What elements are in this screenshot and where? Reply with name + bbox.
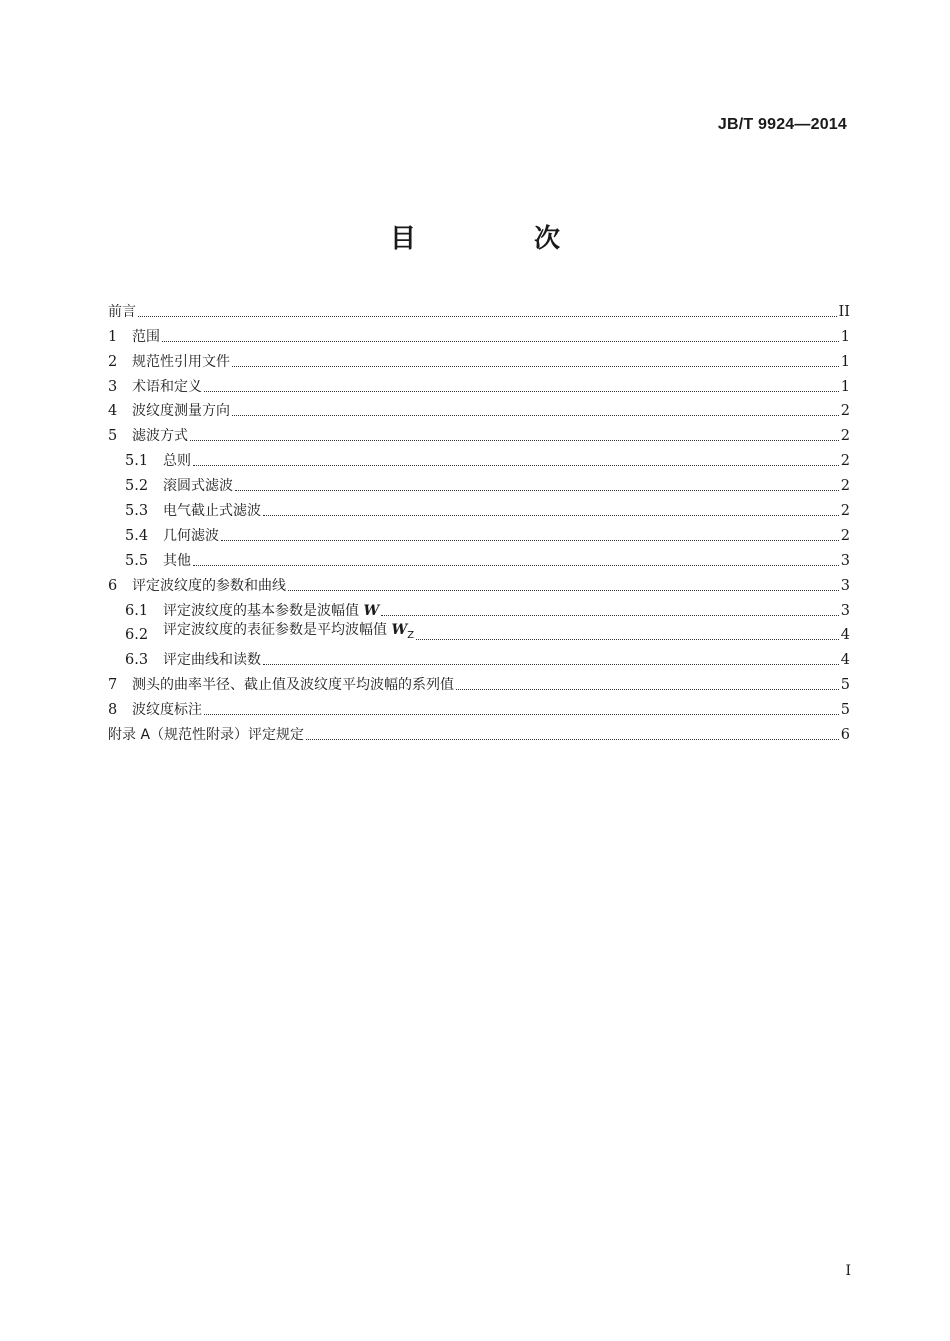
toc-entry-page: 2: [840, 428, 850, 445]
toc-entry-text: 前言: [108, 303, 136, 320]
toc-entry[interactable]: [108, 346, 850, 371]
toc-entry-text: 电气截止式滤波: [163, 503, 261, 520]
toc-entry-number: 2: [108, 353, 118, 370]
toc-entry-page: 2: [840, 503, 850, 520]
toc-entry-number: 5.3: [125, 503, 149, 520]
toc-title: 目 次: [389, 224, 606, 254]
toc-entry-number: 7: [108, 677, 118, 694]
toc-leader-dots: [288, 589, 839, 591]
toc-entry-page: 4: [840, 652, 850, 669]
toc-leader-dots: [162, 340, 839, 342]
toc-entry-text: 规范性引用文件: [132, 353, 230, 370]
toc-entry[interactable]: [108, 620, 850, 645]
toc-entry-text: 波纹度测量方向: [132, 403, 230, 420]
toc-entry-number: 1: [108, 328, 118, 345]
toc-entry-page: 3: [840, 552, 850, 569]
toc-entry[interactable]: [108, 669, 850, 694]
toc-entry-label: [132, 328, 160, 346]
toc-entry-text: 测头的曲率半径、截止值及波纹度平均波幅的系列值: [132, 677, 454, 694]
toc-entry-number: 5.4: [125, 527, 149, 544]
toc-leader-dots: [235, 489, 839, 491]
toc-entry-text: 其他: [163, 552, 191, 569]
toc-leader-dots: [416, 638, 839, 640]
toc-leader-dots: [381, 614, 839, 616]
toc-entry[interactable]: [108, 321, 850, 346]
toc-leader-dots: [456, 688, 839, 690]
toc-entry[interactable]: [108, 520, 850, 545]
toc-entry-number: 6.3: [125, 652, 149, 669]
toc-entry-label: [163, 477, 233, 495]
toc-entry[interactable]: [108, 396, 850, 421]
toc-entry[interactable]: [108, 694, 850, 719]
toc-entry[interactable]: [108, 495, 850, 520]
toc-leader-dots: [204, 390, 839, 392]
toc-leader-dots: [193, 464, 839, 466]
toc-leader-dots: [138, 315, 837, 317]
toc-entry-label: [132, 353, 230, 371]
toc-entry-page: 6: [840, 727, 850, 744]
toc-entry-label: [132, 577, 286, 595]
toc-entry[interactable]: [108, 371, 850, 396]
toc-leader-dots: [193, 564, 839, 566]
toc-leader-dots: [204, 713, 839, 715]
toc-leader-dots: [221, 539, 839, 541]
toc-entry-text: 波纹度标注: [132, 702, 202, 719]
toc-entry-symbol: W: [363, 602, 380, 619]
standard-code: JB/T 9924—2014: [717, 116, 847, 133]
toc-entry-label: [163, 651, 261, 669]
toc-entry-number: 6: [108, 577, 118, 594]
toc-entry-page: 1: [840, 378, 850, 395]
toc-entry-subscript: Z: [407, 629, 415, 641]
toc-entry-page: 2: [840, 403, 850, 420]
toc-entry-text: 滤波方式: [132, 428, 188, 445]
toc-entry-text: 评定波纹度的参数和曲线: [132, 577, 286, 594]
toc-entry[interactable]: [108, 296, 850, 321]
toc-leader-dots: [263, 663, 839, 665]
toc-entry-page: 3: [840, 577, 850, 594]
toc-leader-dots: [263, 514, 839, 516]
toc-entry[interactable]: [108, 644, 850, 669]
toc-entry-label: [132, 701, 202, 719]
toc-entry-label: [132, 378, 202, 396]
toc-entry-label: [163, 621, 414, 645]
toc-entry[interactable]: [108, 470, 850, 495]
toc-entry-number: 5.2: [125, 478, 149, 495]
toc-entry-label: [132, 427, 188, 445]
toc-entry-label: [108, 303, 136, 321]
toc-leader-dots: [232, 365, 839, 367]
toc-entry-page: 1: [840, 353, 850, 370]
toc-entry[interactable]: [108, 595, 850, 620]
table-of-contents: [108, 296, 850, 744]
toc-entry[interactable]: [108, 445, 850, 470]
toc-entry[interactable]: [108, 545, 850, 570]
toc-entry-label: [132, 402, 230, 420]
toc-leader-dots: [232, 414, 839, 416]
toc-entry-page: 1: [840, 328, 850, 345]
toc-entry-page: 4: [840, 627, 850, 644]
toc-leader-dots: [306, 738, 839, 740]
toc-entry-page: 5: [840, 702, 850, 719]
toc-entry-text: 滚圆式滤波: [163, 478, 233, 495]
toc-entry-label: [108, 726, 304, 744]
toc-entry-text: 总则: [163, 453, 191, 470]
toc-entry-label: [163, 552, 191, 570]
toc-entry-label: [132, 676, 454, 694]
toc-entry[interactable]: [108, 570, 850, 595]
toc-entry-text: 评定波纹度的表征参数是平均波幅值: [163, 621, 387, 638]
toc-entry-text: 附录 A（规范性附录）评定规定: [108, 727, 305, 744]
toc-entry-number: 3: [108, 378, 118, 395]
page-number: I: [845, 1263, 851, 1279]
toc-entry[interactable]: [108, 420, 850, 445]
toc-entry-number: 6.1: [125, 602, 149, 619]
toc-leader-dots: [190, 439, 839, 441]
toc-entry-label: [163, 502, 261, 520]
toc-entry-symbol: W: [391, 621, 408, 638]
toc-entry-page: II: [838, 303, 850, 320]
toc-entry-page: 2: [840, 478, 850, 495]
toc-entry-label: [163, 527, 219, 545]
toc-entry-text: 范围: [132, 328, 160, 345]
toc-entry-number: 8: [108, 702, 118, 719]
toc-entry-text: 几何滤波: [163, 527, 219, 544]
toc-entry-number: 5.5: [125, 552, 149, 569]
toc-entry-number: 6.2: [125, 627, 149, 644]
toc-entry[interactable]: [108, 719, 850, 744]
toc-entry-text: 术语和定义: [132, 378, 202, 395]
toc-entry-page: 2: [840, 527, 850, 544]
toc-entry-page: 3: [840, 602, 850, 619]
toc-entry-number: 4: [108, 403, 118, 420]
toc-entry-text: 评定曲线和读数: [163, 652, 261, 669]
toc-entry-label: [163, 452, 191, 470]
toc-entry-page: 2: [840, 453, 850, 470]
toc-entry-text: 评定波纹度的基本参数是波幅值: [163, 602, 359, 619]
toc-entry-number: 5.1: [125, 453, 149, 470]
toc-entry-label: [163, 602, 379, 620]
toc-entry-number: 5: [108, 428, 118, 445]
toc-entry-page: 5: [840, 677, 850, 694]
